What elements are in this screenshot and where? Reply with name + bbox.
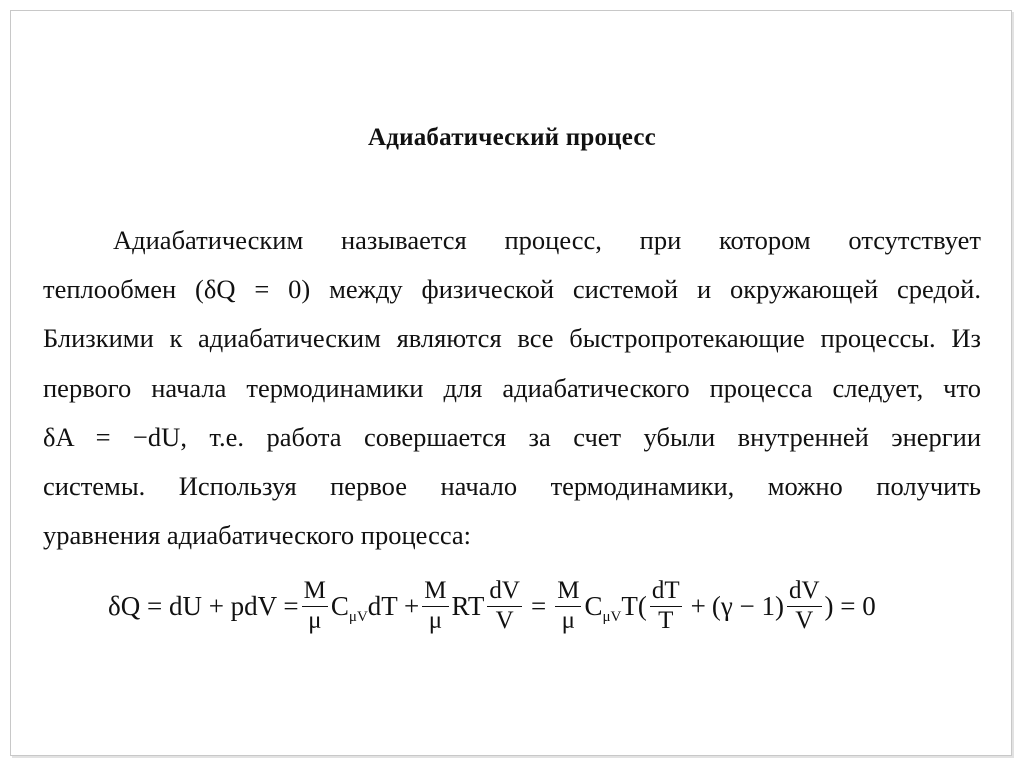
heat-capacity-term: $C_{\mu V}dT$ + (330, 590, 420, 625)
page-title: Адиабатический процесс (368, 124, 656, 151)
fraction-dt-t: $\frac{dT}{T}$ (651, 577, 680, 634)
paragraph-line-1: Адиабатическим называется процесс, при котором отсутствует (113, 225, 981, 255)
adiabatic-formula (108, 567, 876, 645)
fraction-m-mu-3: $\frac{M}{\mu}$ (557, 577, 580, 634)
fraction-m-mu-1: $\frac{M}{\mu}$ (303, 577, 326, 634)
gamma-term: (γ − 1) (711, 590, 784, 621)
body-paragraph (43, 216, 981, 560)
fraction-dv-v-2: $\frac{dV}{V}$ (788, 577, 820, 634)
plus-sign: + (690, 590, 706, 621)
heat-capacity-term-2: $C_{\mu V}T$( (584, 590, 647, 625)
paragraph-line-3: Близкими к адиабатическим являются все быстропротекающие процессы. Из (43, 323, 981, 354)
fraction-dv-v-1: $\frac{dV}{V}$ (489, 577, 520, 634)
inline-formula: δA = −dU, (43, 421, 187, 452)
equals-sign: = (530, 590, 547, 621)
paragraph-line-5-text: т.е. работа совершается за счет убыли внутренней энергии (209, 421, 982, 452)
paragraph-line-5 (43, 413, 981, 462)
paragraph-line-4: первого начала термодинамики для адиабатического процесса следует, что (43, 372, 981, 403)
formula-lhs: δQ = dU + pdV = (108, 590, 299, 621)
paragraph-line-2: теплообмен (δQ = 0) между физической системой и окружающей средой. (43, 274, 981, 305)
fraction-m-mu-2: $\frac{M}{\mu}$ (424, 577, 447, 634)
paragraph-line-6: системы. Используя первое начало термодинамики, можно получить (43, 471, 981, 502)
rt-term: RT (451, 590, 485, 621)
formula-end: ) = 0 (824, 590, 876, 621)
paragraph-line-7: уравнения адиабатического процесса: (43, 520, 472, 551)
